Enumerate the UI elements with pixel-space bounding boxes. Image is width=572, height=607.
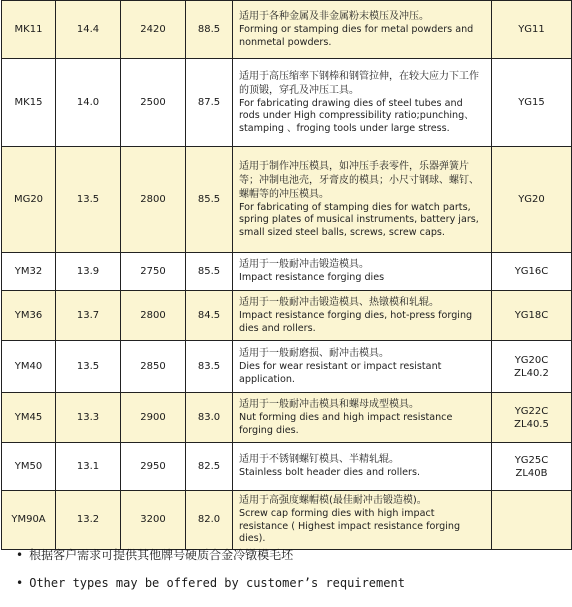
application-cell — [233, 147, 492, 253]
equivalent-grade: ZL40.5 — [514, 418, 549, 430]
note-english — [16, 574, 566, 592]
equivalent-grade: YG20 — [518, 194, 545, 205]
grade-cell: MK11 — [2, 1, 56, 59]
application-cell — [233, 253, 492, 291]
application-zh: 适用于制作冲压模具，如冲压手表零件，乐器弹簧片等；冲制电池壳，牙膏皮的模具；小尺寸钢球、螺钉、螺帽等的冲压模具。 — [239, 160, 479, 200]
grade-cell: YM40 — [2, 341, 56, 393]
hardness-cell: 82.0 — [186, 491, 233, 550]
hardness-cell: 85.5 — [186, 147, 233, 253]
grade-cell: YM32 — [2, 253, 56, 291]
table-row — [2, 253, 572, 291]
application-en: For fabricating drawing dies of steel tubes and rods under High compressibility ratio;punching、stamping 、froging tools under large stress. — [239, 97, 474, 134]
equivalent-grade-cell — [492, 59, 572, 147]
application-cell — [233, 341, 492, 393]
strength-cell: 2950 — [121, 443, 186, 491]
application-en: Nut forming dies and high impact resistance forging dies. — [239, 412, 453, 436]
density-cell: 13.3 — [56, 393, 121, 443]
strength-cell: 2500 — [121, 59, 186, 147]
application-en: For fabricating of stamping dies for watch parts, spring plates of musical instruments, battery jars, small sized steel balls, screws, screw caps. — [239, 201, 479, 238]
equivalent-grade: YG15 — [518, 97, 545, 108]
density-cell: 13.9 — [56, 253, 121, 291]
density-cell: 14.4 — [56, 1, 121, 59]
equivalent-grade-cell — [492, 443, 572, 491]
grade-cell: MG20 — [2, 147, 56, 253]
strength-cell: 2800 — [121, 291, 186, 341]
grade-cell: MK15 — [2, 59, 56, 147]
strength-cell: 2420 — [121, 1, 186, 59]
application-cell — [233, 59, 492, 147]
grade-cell: YM36 — [2, 291, 56, 341]
equivalent-grade: YG16C — [514, 266, 549, 277]
equivalent-grade-cell — [492, 1, 572, 59]
density-cell: 14.0 — [56, 59, 121, 147]
strength-cell: 2900 — [121, 393, 186, 443]
table-row — [2, 393, 572, 443]
equivalent-grade: YG25C — [514, 454, 549, 466]
bullet-icon: • — [16, 548, 24, 562]
strength-cell: 2800 — [121, 147, 186, 253]
equivalent-grade: YG18C — [514, 310, 549, 321]
hardness-cell: 85.5 — [186, 253, 233, 291]
grades-table — [1, 0, 572, 550]
grade-cell: YM50 — [2, 443, 56, 491]
hardness-cell: 83.5 — [186, 341, 233, 393]
application-cell — [233, 393, 492, 443]
equivalent-grade-cell — [492, 147, 572, 253]
note-english-text: Other types may be offered by customer’s requirement — [29, 576, 405, 590]
table-row — [2, 1, 572, 59]
application-zh: 适用于一般耐冲击模具和螺母成型模具。 — [239, 399, 419, 410]
density-cell: 13.7 — [56, 291, 121, 341]
equivalent-grade: YG20C — [514, 354, 549, 366]
strength-cell: 2750 — [121, 253, 186, 291]
density-cell: 13.5 — [56, 341, 121, 393]
table-row — [2, 59, 572, 147]
hardness-cell: 87.5 — [186, 59, 233, 147]
note-chinese — [16, 546, 566, 564]
density-cell: 13.1 — [56, 443, 121, 491]
application-en: Dies for wear resistant or impact resistant application. — [239, 361, 442, 385]
table-row — [2, 341, 572, 393]
application-cell — [233, 443, 492, 491]
application-en: Impact resistance forging dies — [239, 272, 385, 284]
equivalent-grade-cell — [492, 291, 572, 341]
grade-cell: YM45 — [2, 393, 56, 443]
density-cell: 13.5 — [56, 147, 121, 253]
table-row — [2, 147, 572, 253]
bullet-icon: • — [16, 576, 24, 590]
application-zh: 适用于不锈钢螺钉模具、半精轧辊。 — [239, 454, 399, 466]
application-cell — [233, 291, 492, 341]
hardness-cell: 84.5 — [186, 291, 233, 341]
strength-cell: 2850 — [121, 341, 186, 393]
application-zh: 适用于高压缩率下钢棒和钢管拉伸，在较大应力下工作的顶锻，穿孔及冲压工具。 — [239, 70, 479, 96]
grade-cell: YM90A — [2, 491, 56, 550]
equivalent-grade: ZL40.2 — [514, 367, 549, 379]
grades-table-body — [2, 1, 572, 550]
application-en: Screw cap forming dies with high impact resistance ( Highest impact resistance forging dies). — [239, 508, 461, 544]
application-zh: 适用于一般耐冲击锻造模具、热镦模和轧辊。 — [239, 297, 439, 308]
application-cell — [233, 491, 492, 550]
equivalent-grade-cell — [492, 491, 572, 550]
equivalent-grade-cell — [492, 253, 572, 291]
hardness-cell: 83.0 — [186, 393, 233, 443]
table-row — [2, 443, 572, 491]
equivalent-grade: YG22C — [514, 405, 549, 417]
note-chinese-text: 根据客户需求可提供其他牌号硬质合金冷镦模毛坯 — [29, 548, 294, 562]
table-row — [2, 291, 572, 341]
hardness-cell: 88.5 — [186, 1, 233, 59]
equivalent-grade: YG11 — [518, 24, 545, 35]
equivalent-grade-cell — [492, 393, 572, 443]
density-cell: 13.2 — [56, 491, 121, 550]
application-zh: 适用于一般耐磨损、耐冲击模具。 — [239, 348, 389, 359]
application-en: Impact resistance forging dies, hot-press forging dies and rollers. — [239, 310, 473, 334]
equivalent-grade-cell — [492, 341, 572, 393]
strength-cell: 3200 — [121, 491, 186, 550]
application-cell — [233, 1, 492, 59]
application-zh: 适用于一般耐冲击锻造模具。 — [239, 259, 369, 271]
application-en: Stainless bolt header dies and rollers. — [239, 467, 421, 479]
table-row — [2, 491, 572, 550]
notes — [16, 546, 566, 592]
equivalent-grade: ZL40B — [515, 467, 548, 479]
application-en: Forming or stamping dies for metal powders and nonmetal powders. — [239, 24, 474, 48]
application-zh: 适用于各种金属及非金属粉末模压及冲压。 — [239, 11, 429, 22]
application-zh: 适用于高强度螺帽模(最佳耐冲击锻造模)。 — [239, 495, 427, 506]
hardness-cell: 82.5 — [186, 443, 233, 491]
